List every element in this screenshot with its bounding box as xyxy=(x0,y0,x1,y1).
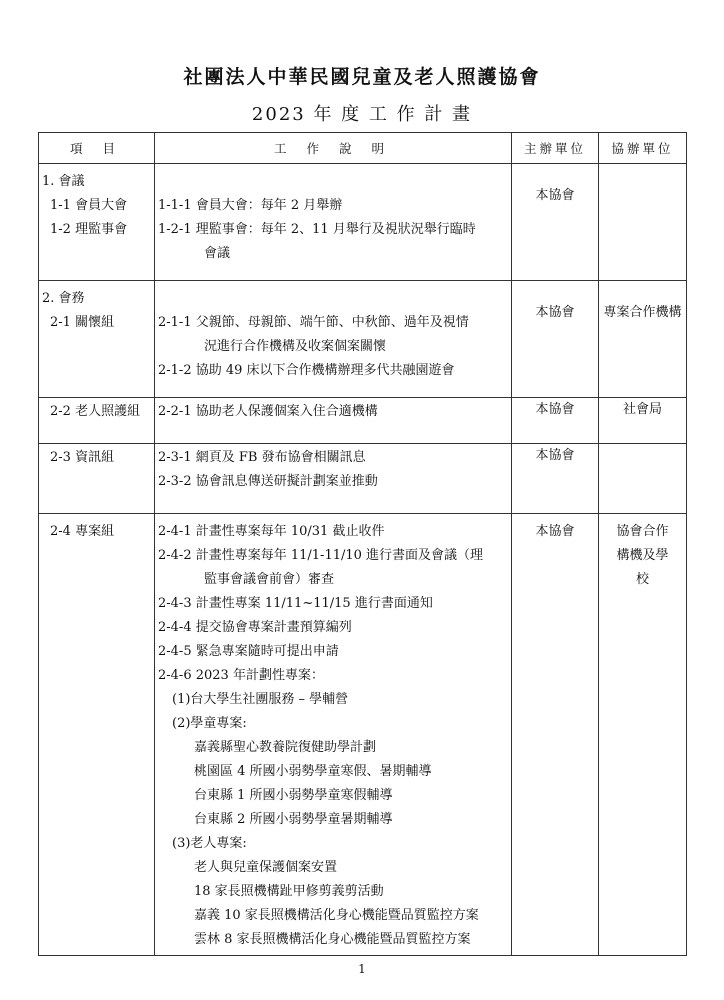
host-text: 本協會 xyxy=(535,402,575,417)
item-label: 2-3 資訊組 xyxy=(50,450,115,465)
description-line: 2-4-1 計畫性專案每年 10/31 截止收件 xyxy=(158,524,385,539)
description-line: 2-4-5 緊急專案隨時可提出申請 xyxy=(158,644,339,659)
host-text: 本協會 xyxy=(535,448,575,463)
page-number: 1 xyxy=(358,962,366,976)
description-cell xyxy=(155,281,512,398)
description-line: 2-1-1 父親節、母親節、端午節、中秋節、過年及視情 xyxy=(158,315,469,330)
item-heading: 1. 會議 xyxy=(42,174,85,189)
item-label: 2-4 專案組 xyxy=(50,524,115,539)
description-line: 2-3-1 網頁及 FB 發布協會相關訊息 xyxy=(158,450,366,465)
description-line: 老人與兒童保護個案安置 xyxy=(194,860,338,875)
description-line: 2-2-1 協助老人保護個案入住合適機構 xyxy=(158,404,378,419)
host-cell xyxy=(512,514,599,956)
host-cell xyxy=(512,398,599,444)
table-row xyxy=(39,444,687,514)
column-header-co-organizer: 協辦單位 xyxy=(599,133,687,164)
org-title: 社團法人中華民國兒童及老人照護協會 xyxy=(183,66,541,88)
item-heading: 2. 會務 xyxy=(42,291,85,306)
description-line: 台東縣 1 所國小弱勢學童寒假輔導 xyxy=(194,788,393,803)
co-organizer-cell xyxy=(599,444,687,514)
host-cell xyxy=(512,444,599,514)
column-header-item: 項 目 xyxy=(39,133,155,164)
description-cell xyxy=(155,398,512,444)
description-line: 雲林 8 家長照機構活化身心機能暨品質監控方案 xyxy=(194,932,471,947)
table-row xyxy=(39,164,687,281)
item-cell xyxy=(39,164,155,281)
description-line: 2-1-2 協助 49 床以下合作機構辦理多代共融園遊會 xyxy=(158,363,455,378)
description-line: 1-2-1 理監事會：每年 2、11 月舉行及視狀況舉行臨時 xyxy=(158,222,476,237)
description-cell xyxy=(155,514,512,956)
co-organizer-cell xyxy=(599,398,687,444)
description-line: 2-4-3 計畫性專案 11/11~11/15 進行書面通知 xyxy=(158,596,433,611)
description-line: 嘉義 10 家長照機構活化身心機能暨品質監控方案 xyxy=(194,908,479,923)
column-header-host: 主辦單位 xyxy=(512,133,599,164)
item-cell xyxy=(39,398,155,444)
description-line: (2)學童專案: xyxy=(172,716,247,731)
table-row xyxy=(39,398,687,444)
description-line: 況進行合作機構及收案個案關懷 xyxy=(204,339,387,354)
item-label: 1-2 理監事會 xyxy=(50,222,128,237)
description-line: 監事會議會前會）審查 xyxy=(204,572,335,587)
description-line: 1-1-1 會員大會：每年 2 月舉辦 xyxy=(158,198,343,213)
host-text: 本協會 xyxy=(535,188,575,203)
item-label: 2-2 老人照護組 xyxy=(50,404,141,419)
description-line: (3)老人專案: xyxy=(172,836,247,851)
host-cell xyxy=(512,164,599,281)
co-organizer-text: 專案合作機構 xyxy=(603,305,682,320)
description-cell xyxy=(155,164,512,281)
description-line: 桃園區 4 所國小弱勢學童寒假、暑期輔導 xyxy=(194,764,432,779)
description-line: 台東縣 2 所國小弱勢學童暑期輔導 xyxy=(194,812,393,827)
host-text: 本協會 xyxy=(535,305,575,320)
item-label: 1-1 會員大會 xyxy=(50,198,128,213)
description-line: 2-3-2 協會訊息傳送研擬計劃案並推動 xyxy=(158,474,378,489)
column-header-description: 工 作 說 明 xyxy=(155,133,512,164)
description-line: 2-4-6 2023 年計劃性專案： xyxy=(158,668,324,683)
description-line: 18 家長照機構趾甲修剪義剪活動 xyxy=(194,884,384,899)
plan-title: 2023 年 度 工 作 計 畫 xyxy=(251,104,473,125)
co-organizer-text: 協會合作構機及學校 xyxy=(616,524,669,587)
description-line: 嘉義縣聖心教養院復健助學計劃 xyxy=(194,740,377,755)
co-organizer-cell xyxy=(599,281,687,398)
table-row xyxy=(39,281,687,398)
co-organizer-text: 社會局 xyxy=(622,402,662,417)
description-line: 2-4-2 計畫性專案每年 11/1-11/10 進行書面及會議（理 xyxy=(158,548,484,563)
description-line: 2-4-4 提交協會專案計畫預算編列 xyxy=(158,620,352,635)
co-organizer-cell xyxy=(599,514,687,956)
co-organizer-cell xyxy=(599,164,687,281)
table-header-row xyxy=(39,133,687,164)
item-cell xyxy=(39,444,155,514)
item-label: 2-1 關懷組 xyxy=(50,315,115,330)
table-row xyxy=(39,514,687,956)
description-line: (1)台大學生社團服務 – 學輔營 xyxy=(172,692,349,707)
description-cell xyxy=(155,444,512,514)
description-line: 會議 xyxy=(204,246,231,261)
work-plan-table xyxy=(38,132,687,956)
host-text: 本協會 xyxy=(535,524,575,539)
item-cell xyxy=(39,514,155,956)
item-cell xyxy=(39,281,155,398)
host-cell xyxy=(512,281,599,398)
